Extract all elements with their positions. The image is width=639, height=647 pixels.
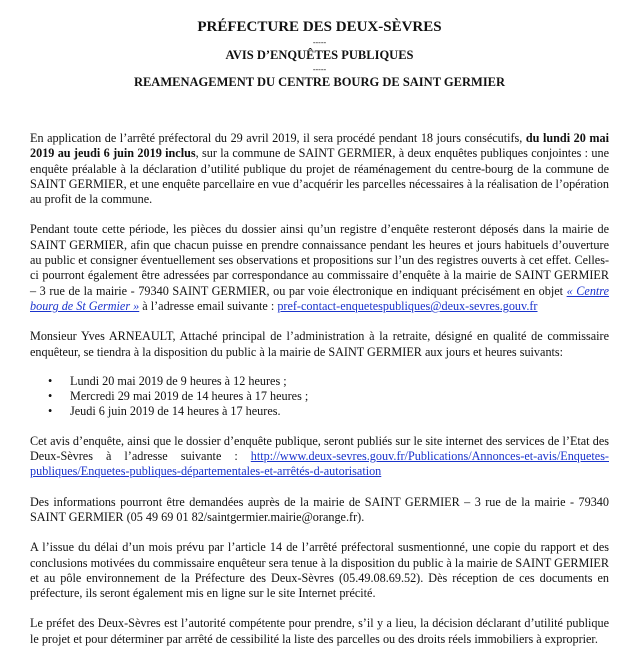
information-paragraph: Des informations pourront être demandées auprès de la mairie de SAINT GERMIER – 3 rue de la mairie - 79340 SAINT GERMIER (05 49 69 01 82/saintgermier.mairie@orange.fr). [30,494,609,524]
consultation-paragraph [30,222,609,314]
consultation-text-mid: à l’adresse email suivante : [139,298,278,313]
email-subject-line: « Centre bourg de St Germier » [30,283,610,313]
permanence-hours-list [30,374,609,420]
authority-paragraph: Le préfet des Deux-Sèvres est l’autorité compétente pour prendre, s’il y a lieu, la décision déclarant d’utilité publique le projet et pour déterminer par arrêté de cessibilité la liste des parcelles ou des droits réels immobiliers à exproprier. [30,616,609,646]
header-separator-1: ----- [312,38,327,47]
enquiry-dates: du lundi 20 mai 2019 au jeudi 6 juin 2019 inclus [30,131,609,161]
project-title: REAMENAGEMENT DU CENTRE BOURG DE SAINT GERMIER [133,75,506,89]
hours-item-text: Mercredi 29 mai 2019 de 14 heures à 17 heures ; [70,389,309,404]
bullet-icon: • [48,389,53,404]
list-item [48,389,609,404]
header-separator-2: ----- [312,65,327,74]
hours-item-text: Lundi 20 mai 2019 de 9 heures à 12 heures ; [70,373,287,388]
notice-subtitle: AVIS D’ENQUÊTES PUBLIQUES [225,48,414,62]
bullet-icon: • [48,404,53,419]
prefecture-title: PRÉFECTURE DES DEUX-SÈVRES [197,19,442,35]
intro-text-pre: En application de l’arrêté préfectoral du 29 avril 2019, il sera procédé pendant 18 jours consécutifs, [30,131,526,145]
intro-paragraph [30,131,609,207]
document-header [30,18,609,90]
intro-text-post: , sur la commune de SAINT GERMIER, à deux enquêtes publiques conjointes : une enquête préalable à la déclaration d’utilité publique du projet de réaménagement du centre-bourg de la commune de SAINT GERMIER, et une enquête parcellaire en vue d’acquérir les parcelles nécessaires à la réalisation de l’opération au profit de la commune. [30,146,609,207]
bullet-icon: • [48,373,53,388]
hours-item-text: Jeudi 6 juin 2019 de 14 heures à 17 heures. [70,404,281,419]
commissioner-paragraph: Monsieur Yves ARNEAULT, Attaché principal de l’administration à la retraite, désigné en qualité de commissaire enquêteur, se tiendra à la disposition du public à la mairie de SAINT GERMIER aux jours et heures suivants: [30,329,609,359]
prefecture-website-link[interactable]: http://www.deux-sevres.gouv.fr/Publications/Annonces-et-avis/Enquetes-publiques/Enquetes-publiques-départementales-et-arrêtés-d-autorisation [30,449,609,479]
publication-paragraph [30,434,609,480]
report-paragraph: A l’issue du délai d’un mois prévu par l’article 14 de l’arrêté préfectoral susmentionné, une copie du rapport et des conclusions motivées du commissaire enquêteur sera tenue à la disposition du public à la mairie de SAINT GERMIER et au pôle environnement de la Préfecture des Deux-Sèvres (05.49.08.69.52). Dès réception de ces documents en préfecture, ils seront également mis en ligne sur le site Internet précité. [30,540,609,601]
list-item [48,404,609,419]
contact-email-link[interactable]: pref-contact-enquetespubliques@deux-sevres.gouv.fr [277,298,538,313]
list-item [48,374,609,389]
publication-text: Cet avis d’enquête, ainsi que le dossier d’enquête publique, seront publiés sur le site internet des services de l’Etat des Deux-Sèvres à l’adresse suivante : [30,433,609,464]
consultation-text: Pendant toute cette période, les pièces du dossier ainsi qu’un registre d’enquête resteront déposés dans la mairie de SAINT GERMIER, afin que chacun puisse en prendre connaissance pendant les heures et jours habituels d’ouverture au public et consigner éventuellement ses observations et propositions sur l’un des registres ouverts à cet effet. Celles-ci pourront également être adressées par correspondance au commissaire d’enquête à la mairie de SAINT GERMIER – 3 rue de la mairie - 79340 SAINT GERMIER, ou par voie électronique en indiquant précisément en objet [30,222,609,298]
